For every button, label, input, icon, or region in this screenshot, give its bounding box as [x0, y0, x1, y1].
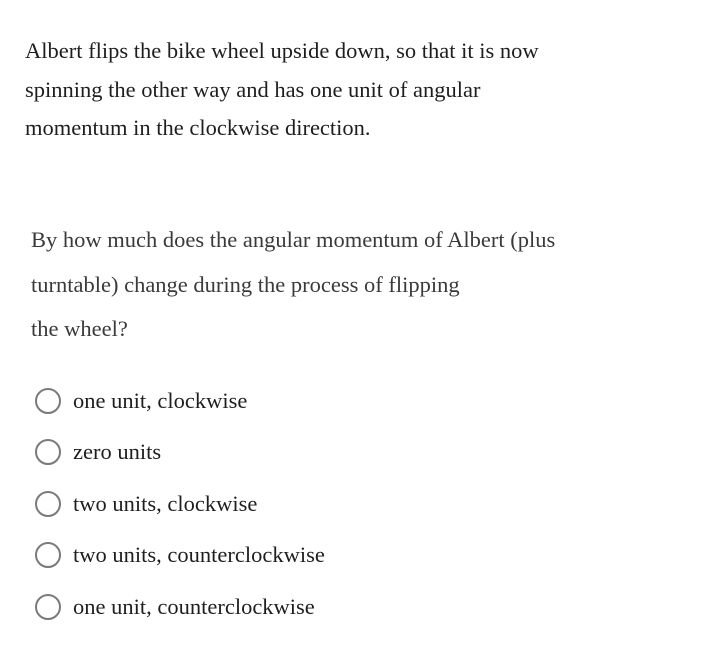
- answer-option[interactable]: [35, 375, 675, 427]
- radio-button-icon[interactable]: [35, 542, 61, 568]
- question-line: turntable) change during the process of flipping: [31, 271, 460, 297]
- context-line: Albert flips the bike wheel upside down, so that it is now: [25, 38, 539, 63]
- context-line: momentum in the clockwise direction.: [25, 115, 371, 140]
- context-line: spinning the other way and has one unit of angular: [25, 76, 481, 102]
- answer-option[interactable]: [35, 530, 675, 582]
- context-paragraph: [25, 32, 665, 148]
- radio-button-icon[interactable]: [35, 388, 61, 414]
- answer-option[interactable]: [35, 478, 675, 530]
- answer-option-label: one unit, clockwise: [73, 387, 248, 413]
- question-line: the wheel?: [31, 316, 128, 341]
- answer-options: [35, 375, 675, 633]
- answer-option[interactable]: [35, 581, 675, 633]
- answer-option[interactable]: [35, 427, 675, 479]
- radio-button-icon[interactable]: [35, 594, 61, 620]
- question-line: By how much does the angular momentum of Albert (plus: [31, 227, 556, 252]
- answer-option-label: one unit, counterclockwise: [73, 593, 315, 619]
- question-prompt: [31, 218, 691, 352]
- answer-option-label: zero units: [73, 439, 162, 465]
- answer-option-label: two units, clockwise: [73, 490, 258, 516]
- answer-option-label: two units, counterclockwise: [73, 542, 325, 568]
- radio-button-icon[interactable]: [35, 491, 61, 517]
- radio-button-icon[interactable]: [35, 439, 61, 465]
